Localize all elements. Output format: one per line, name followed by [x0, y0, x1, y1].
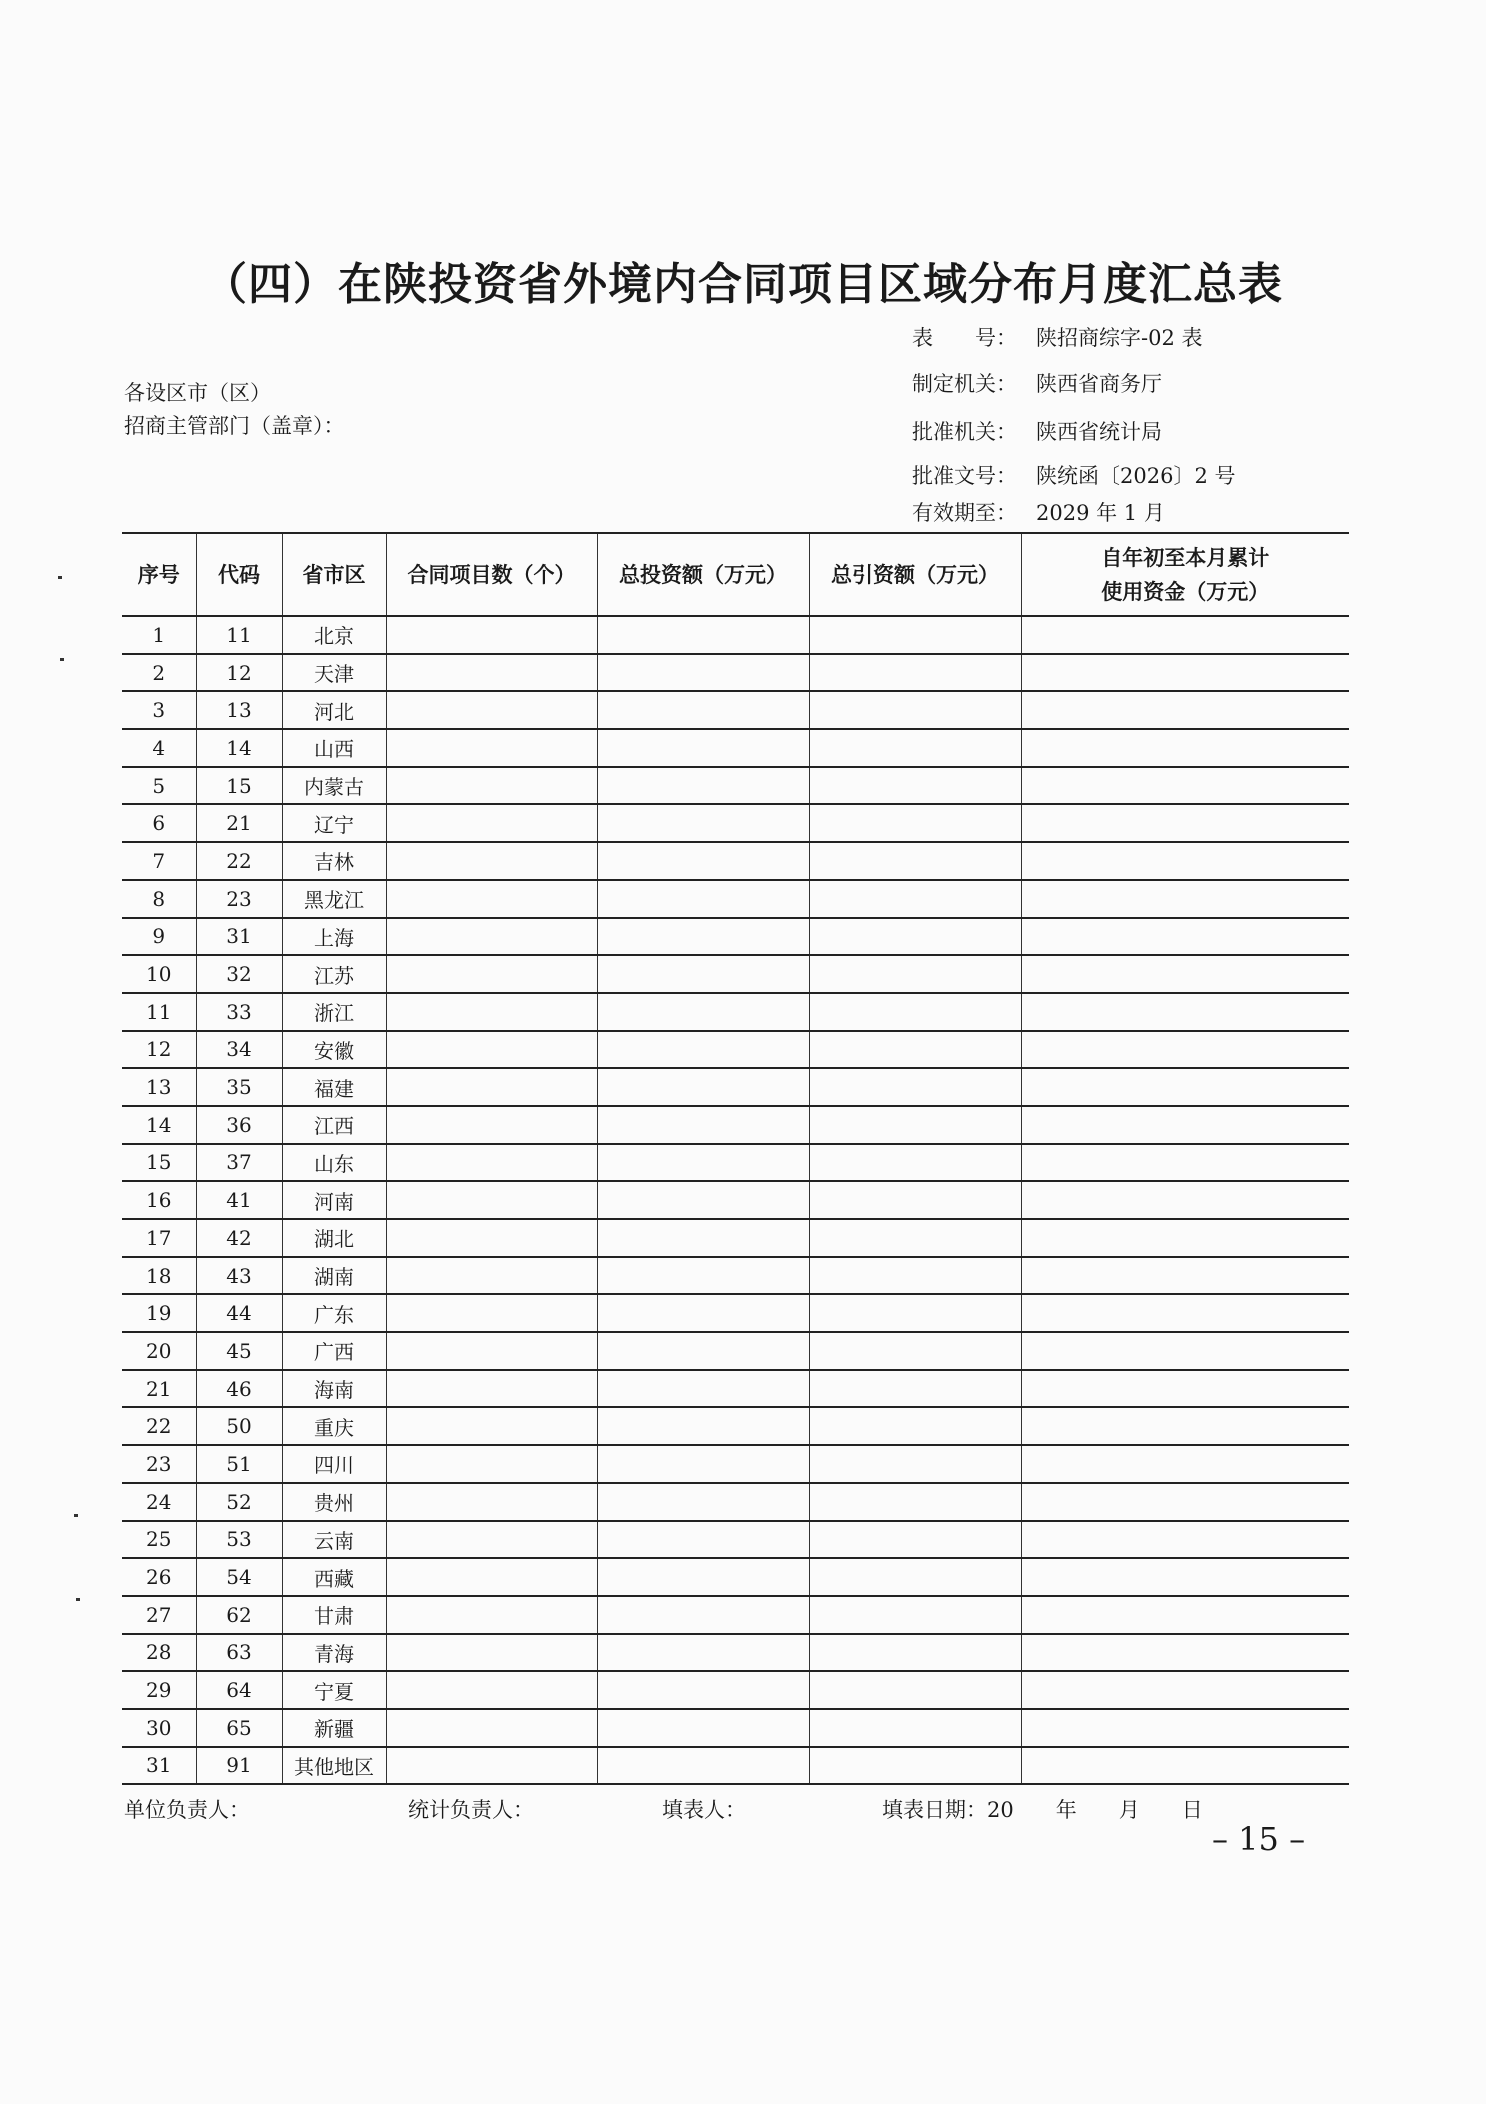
cell-region: 新疆 — [282, 1709, 386, 1747]
cell-cumulative-funds — [1021, 842, 1349, 880]
cell-seq: 8 — [122, 880, 196, 918]
page-number: – 15 – — [1212, 1820, 1306, 1858]
cell-total-attracted — [809, 955, 1021, 993]
cell-code: 23 — [196, 880, 282, 918]
cell-region: 湖北 — [282, 1219, 386, 1257]
cell-contract-count — [386, 1634, 597, 1672]
cell-contract-count — [386, 1671, 597, 1709]
scan-mark — [60, 658, 64, 661]
cell-seq: 5 — [122, 767, 196, 805]
meta-value: 2029 年 1 月 — [1036, 501, 1165, 525]
cell-total-attracted — [809, 1257, 1021, 1295]
cell-contract-count — [386, 1407, 597, 1445]
meta-key: 批准文号： — [912, 464, 1017, 488]
cell-total-attracted — [809, 1068, 1021, 1106]
left-note-line2: 招商主管部门（盖章）： — [124, 414, 345, 438]
cell-cumulative-funds — [1021, 1709, 1349, 1747]
cell-region: 黑龙江 — [282, 880, 386, 918]
meta-key: 批准机关： — [912, 420, 1017, 444]
cell-total-attracted — [809, 1219, 1021, 1257]
meta-key: 有效期至： — [912, 501, 1017, 525]
cell-total-attracted — [809, 1370, 1021, 1408]
meta-key: 制定机关： — [912, 372, 1017, 396]
cell-region: 江苏 — [282, 955, 386, 993]
cell-seq: 3 — [122, 691, 196, 729]
table-row — [122, 1031, 1349, 1069]
cell-seq: 1 — [122, 616, 196, 654]
cell-total-attracted — [809, 1181, 1021, 1219]
cell-seq: 30 — [122, 1709, 196, 1747]
cell-total-attracted — [809, 1294, 1021, 1332]
cell-code: 45 — [196, 1332, 282, 1370]
scan-mark — [74, 1514, 78, 1517]
cell-total-attracted — [809, 993, 1021, 1031]
cell-total-investment — [597, 1634, 809, 1672]
cell-region: 广西 — [282, 1332, 386, 1370]
cell-total-attracted — [809, 767, 1021, 805]
cell-total-investment — [597, 1106, 809, 1144]
cell-code: 52 — [196, 1483, 282, 1521]
cell-contract-count — [386, 1181, 597, 1219]
cell-contract-count — [386, 1219, 597, 1257]
cell-region: 西藏 — [282, 1558, 386, 1596]
cell-cumulative-funds — [1021, 993, 1349, 1031]
cell-contract-count — [386, 729, 597, 767]
cell-contract-count — [386, 955, 597, 993]
cell-code: 62 — [196, 1596, 282, 1634]
cell-code: 22 — [196, 842, 282, 880]
cell-contract-count — [386, 1558, 597, 1596]
meta-value: 陕西省统计局 — [1036, 420, 1162, 444]
cell-cumulative-funds — [1021, 691, 1349, 729]
cell-region: 江西 — [282, 1106, 386, 1144]
table-row — [122, 955, 1349, 993]
cell-total-attracted — [809, 1332, 1021, 1370]
cell-seq: 18 — [122, 1257, 196, 1295]
cell-contract-count — [386, 1106, 597, 1144]
table-row — [122, 654, 1349, 692]
cell-total-attracted — [809, 804, 1021, 842]
cell-region: 天津 — [282, 654, 386, 692]
cell-seq: 31 — [122, 1747, 196, 1785]
meta-form-number — [912, 322, 1203, 352]
cell-total-investment — [597, 1068, 809, 1106]
cell-total-investment — [597, 654, 809, 692]
cell-code: 54 — [196, 1558, 282, 1596]
cell-region: 河南 — [282, 1181, 386, 1219]
cell-total-investment — [597, 955, 809, 993]
cell-region: 云南 — [282, 1521, 386, 1559]
cell-contract-count — [386, 1370, 597, 1408]
scan-mark — [58, 576, 62, 579]
cell-region: 山西 — [282, 729, 386, 767]
cell-contract-count — [386, 1747, 597, 1785]
header-cumulative-funds — [1021, 533, 1349, 616]
cell-total-investment — [597, 1558, 809, 1596]
cell-region: 安徽 — [282, 1031, 386, 1069]
cell-seq: 12 — [122, 1031, 196, 1069]
scan-mark — [76, 1598, 80, 1601]
cell-seq: 2 — [122, 654, 196, 692]
footer-stat-head: 统计负责人： — [408, 1798, 534, 1822]
cell-contract-count — [386, 1521, 597, 1559]
meta-issuing-authority — [912, 368, 1162, 398]
cell-region: 青海 — [282, 1634, 386, 1672]
cell-cumulative-funds — [1021, 1370, 1349, 1408]
cell-region: 宁夏 — [282, 1671, 386, 1709]
cell-seq: 14 — [122, 1106, 196, 1144]
cell-cumulative-funds — [1021, 1332, 1349, 1370]
cell-seq: 20 — [122, 1332, 196, 1370]
table-body — [122, 616, 1349, 1784]
cell-region: 湖南 — [282, 1257, 386, 1295]
cell-contract-count — [386, 1483, 597, 1521]
cell-seq: 9 — [122, 918, 196, 956]
cell-total-attracted — [809, 1747, 1021, 1785]
cell-seq: 22 — [122, 1407, 196, 1445]
cell-code: 36 — [196, 1106, 282, 1144]
footer-unit-head: 单位负责人： — [124, 1798, 250, 1822]
cell-region: 四川 — [282, 1445, 386, 1483]
cell-total-attracted — [809, 918, 1021, 956]
header-total-attracted: 总引资额（万元） — [809, 533, 1021, 616]
header-contract-count: 合同项目数（个） — [386, 533, 597, 616]
footer-date: 填表日期：20 年 月 日 — [882, 1798, 1203, 1822]
cell-contract-count — [386, 842, 597, 880]
cell-cumulative-funds — [1021, 1671, 1349, 1709]
cell-total-attracted — [809, 842, 1021, 880]
meta-key: 表 号： — [912, 326, 1017, 350]
cell-code: 31 — [196, 918, 282, 956]
cell-seq: 27 — [122, 1596, 196, 1634]
cell-total-investment — [597, 1445, 809, 1483]
cell-cumulative-funds — [1021, 1634, 1349, 1672]
cell-cumulative-funds — [1021, 1558, 1349, 1596]
cell-total-investment — [597, 1144, 809, 1182]
cell-cumulative-funds — [1021, 804, 1349, 842]
cell-total-investment — [597, 729, 809, 767]
table-row — [122, 918, 1349, 956]
cell-total-investment — [597, 880, 809, 918]
header-seq: 序号 — [122, 533, 196, 616]
cell-total-investment — [597, 1747, 809, 1785]
cell-seq: 21 — [122, 1370, 196, 1408]
meta-value: 陕统函〔2026〕2 号 — [1036, 464, 1236, 488]
table-row — [122, 767, 1349, 805]
table-row — [122, 1709, 1349, 1747]
cell-total-attracted — [809, 1144, 1021, 1182]
cell-total-attracted — [809, 691, 1021, 729]
table-row — [122, 1144, 1349, 1182]
cell-seq: 24 — [122, 1483, 196, 1521]
cell-total-attracted — [809, 1558, 1021, 1596]
cell-cumulative-funds — [1021, 1257, 1349, 1295]
table-row — [122, 1521, 1349, 1559]
header-region: 省市区 — [282, 533, 386, 616]
cell-code: 65 — [196, 1709, 282, 1747]
table-header-row — [122, 533, 1349, 616]
cell-total-attracted — [809, 1671, 1021, 1709]
cell-cumulative-funds — [1021, 918, 1349, 956]
table-row — [122, 1294, 1349, 1332]
cell-code: 64 — [196, 1671, 282, 1709]
table-row — [122, 804, 1349, 842]
cell-total-investment — [597, 1031, 809, 1069]
cell-seq: 6 — [122, 804, 196, 842]
header-cumulative-line2: 使用资金（万元） — [1101, 579, 1270, 604]
table-row — [122, 729, 1349, 767]
table-row — [122, 1747, 1349, 1785]
cell-cumulative-funds — [1021, 1747, 1349, 1785]
cell-code: 12 — [196, 654, 282, 692]
cell-cumulative-funds — [1021, 654, 1349, 692]
table-row — [122, 1257, 1349, 1295]
cell-seq: 23 — [122, 1445, 196, 1483]
cell-total-attracted — [809, 1031, 1021, 1069]
cell-code: 63 — [196, 1634, 282, 1672]
cell-total-investment — [597, 918, 809, 956]
cell-contract-count — [386, 691, 597, 729]
cell-region: 贵州 — [282, 1483, 386, 1521]
cell-code: 34 — [196, 1031, 282, 1069]
cell-contract-count — [386, 1332, 597, 1370]
cell-total-investment — [597, 691, 809, 729]
cell-cumulative-funds — [1021, 1144, 1349, 1182]
meta-value: 陕西省商务厅 — [1036, 372, 1162, 396]
table-row — [122, 691, 1349, 729]
cell-code: 14 — [196, 729, 282, 767]
cell-cumulative-funds — [1021, 1106, 1349, 1144]
cell-total-attracted — [809, 1521, 1021, 1559]
cell-contract-count — [386, 1144, 597, 1182]
cell-seq: 28 — [122, 1634, 196, 1672]
cell-region: 上海 — [282, 918, 386, 956]
cell-total-investment — [597, 993, 809, 1031]
cell-code: 13 — [196, 691, 282, 729]
table-row — [122, 1445, 1349, 1483]
cell-total-attracted — [809, 1634, 1021, 1672]
cell-code: 43 — [196, 1257, 282, 1295]
cell-cumulative-funds — [1021, 767, 1349, 805]
cell-total-investment — [597, 616, 809, 654]
cell-seq: 17 — [122, 1219, 196, 1257]
cell-seq: 26 — [122, 1558, 196, 1596]
cell-cumulative-funds — [1021, 1596, 1349, 1634]
table-row — [122, 1370, 1349, 1408]
header-total-investment: 总投资额（万元） — [597, 533, 809, 616]
table-row — [122, 1181, 1349, 1219]
cell-seq: 10 — [122, 955, 196, 993]
cell-total-attracted — [809, 1709, 1021, 1747]
cell-code: 42 — [196, 1219, 282, 1257]
footer-filler: 填表人： — [662, 1798, 746, 1822]
cell-total-investment — [597, 842, 809, 880]
cell-code: 46 — [196, 1370, 282, 1408]
table-row — [122, 1596, 1349, 1634]
cell-cumulative-funds — [1021, 880, 1349, 918]
cell-seq: 29 — [122, 1671, 196, 1709]
cell-total-investment — [597, 1483, 809, 1521]
cell-contract-count — [386, 1709, 597, 1747]
cell-code: 33 — [196, 993, 282, 1031]
cell-code: 51 — [196, 1445, 282, 1483]
cell-seq: 4 — [122, 729, 196, 767]
table-row — [122, 1106, 1349, 1144]
cell-total-investment — [597, 1521, 809, 1559]
cell-contract-count — [386, 1031, 597, 1069]
cell-total-investment — [597, 1181, 809, 1219]
cell-cumulative-funds — [1021, 1181, 1349, 1219]
cell-region: 广东 — [282, 1294, 386, 1332]
cell-total-investment — [597, 1407, 809, 1445]
cell-total-attracted — [809, 1106, 1021, 1144]
cell-region: 海南 — [282, 1370, 386, 1408]
table-row — [122, 993, 1349, 1031]
cell-seq: 7 — [122, 842, 196, 880]
cell-total-investment — [597, 1370, 809, 1408]
cell-cumulative-funds — [1021, 1445, 1349, 1483]
table-row — [122, 616, 1349, 654]
cell-total-attracted — [809, 654, 1021, 692]
table-row — [122, 842, 1349, 880]
cell-contract-count — [386, 1445, 597, 1483]
cell-contract-count — [386, 654, 597, 692]
meta-value: 陕招商综字-02 表 — [1036, 326, 1203, 350]
cell-region: 吉林 — [282, 842, 386, 880]
cell-seq: 19 — [122, 1294, 196, 1332]
cell-total-attracted — [809, 1483, 1021, 1521]
cell-total-attracted — [809, 1407, 1021, 1445]
cell-region: 山东 — [282, 1144, 386, 1182]
cell-total-attracted — [809, 1445, 1021, 1483]
cell-total-investment — [597, 1219, 809, 1257]
cell-total-investment — [597, 1294, 809, 1332]
cell-contract-count — [386, 993, 597, 1031]
cell-region: 内蒙古 — [282, 767, 386, 805]
cell-region: 甘肃 — [282, 1596, 386, 1634]
table-row — [122, 880, 1349, 918]
header-cumulative-line1: 自年初至本月累计 — [1101, 545, 1270, 570]
table-row — [122, 1068, 1349, 1106]
meta-approving-authority — [912, 416, 1162, 446]
cell-code: 50 — [196, 1407, 282, 1445]
cell-seq: 13 — [122, 1068, 196, 1106]
cell-cumulative-funds — [1021, 616, 1349, 654]
cell-seq: 11 — [122, 993, 196, 1031]
cell-region: 河北 — [282, 691, 386, 729]
page-title: （四）在陕投资省外境内合同项目区域分布月度汇总表 — [203, 259, 1283, 310]
cell-total-attracted — [809, 616, 1021, 654]
cell-contract-count — [386, 918, 597, 956]
cell-total-attracted — [809, 1596, 1021, 1634]
cell-code: 37 — [196, 1144, 282, 1182]
table-row — [122, 1332, 1349, 1370]
cell-region: 其他地区 — [282, 1747, 386, 1785]
cell-code: 35 — [196, 1068, 282, 1106]
cell-cumulative-funds — [1021, 1521, 1349, 1559]
cell-cumulative-funds — [1021, 955, 1349, 993]
table-row — [122, 1634, 1349, 1672]
cell-total-attracted — [809, 729, 1021, 767]
table-row — [122, 1671, 1349, 1709]
cell-total-investment — [597, 804, 809, 842]
cell-total-investment — [597, 1709, 809, 1747]
cell-cumulative-funds — [1021, 1068, 1349, 1106]
cell-region: 重庆 — [282, 1407, 386, 1445]
cell-contract-count — [386, 804, 597, 842]
cell-region: 浙江 — [282, 993, 386, 1031]
cell-total-investment — [597, 1332, 809, 1370]
table-row — [122, 1219, 1349, 1257]
cell-region: 辽宁 — [282, 804, 386, 842]
cell-cumulative-funds — [1021, 1294, 1349, 1332]
cell-code: 44 — [196, 1294, 282, 1332]
cell-total-investment — [597, 1257, 809, 1295]
cell-region: 北京 — [282, 616, 386, 654]
cell-total-investment — [597, 767, 809, 805]
cell-total-attracted — [809, 880, 1021, 918]
cell-contract-count — [386, 1596, 597, 1634]
cell-seq: 15 — [122, 1144, 196, 1182]
cell-code: 41 — [196, 1181, 282, 1219]
header-code: 代码 — [196, 533, 282, 616]
cell-code: 32 — [196, 955, 282, 993]
cell-contract-count — [386, 1257, 597, 1295]
cell-contract-count — [386, 767, 597, 805]
table-row — [122, 1407, 1349, 1445]
cell-cumulative-funds — [1021, 1407, 1349, 1445]
cell-contract-count — [386, 880, 597, 918]
left-note-line1: 各设区市（区） — [124, 381, 271, 405]
cell-cumulative-funds — [1021, 1219, 1349, 1257]
cell-total-investment — [597, 1596, 809, 1634]
meta-valid-until — [912, 497, 1165, 527]
meta-approval-number — [912, 460, 1235, 490]
cell-region: 福建 — [282, 1068, 386, 1106]
cell-cumulative-funds — [1021, 729, 1349, 767]
cell-contract-count — [386, 1068, 597, 1106]
cell-contract-count — [386, 616, 597, 654]
table-row — [122, 1558, 1349, 1596]
cell-code: 91 — [196, 1747, 282, 1785]
cell-code: 53 — [196, 1521, 282, 1559]
cell-code: 15 — [196, 767, 282, 805]
cell-seq: 25 — [122, 1521, 196, 1559]
cell-cumulative-funds — [1021, 1031, 1349, 1069]
table-row — [122, 1483, 1349, 1521]
cell-code: 21 — [196, 804, 282, 842]
cell-contract-count — [386, 1294, 597, 1332]
cell-total-investment — [597, 1671, 809, 1709]
summary-table — [122, 532, 1349, 1785]
cell-cumulative-funds — [1021, 1483, 1349, 1521]
cell-seq: 16 — [122, 1181, 196, 1219]
cell-code: 11 — [196, 616, 282, 654]
